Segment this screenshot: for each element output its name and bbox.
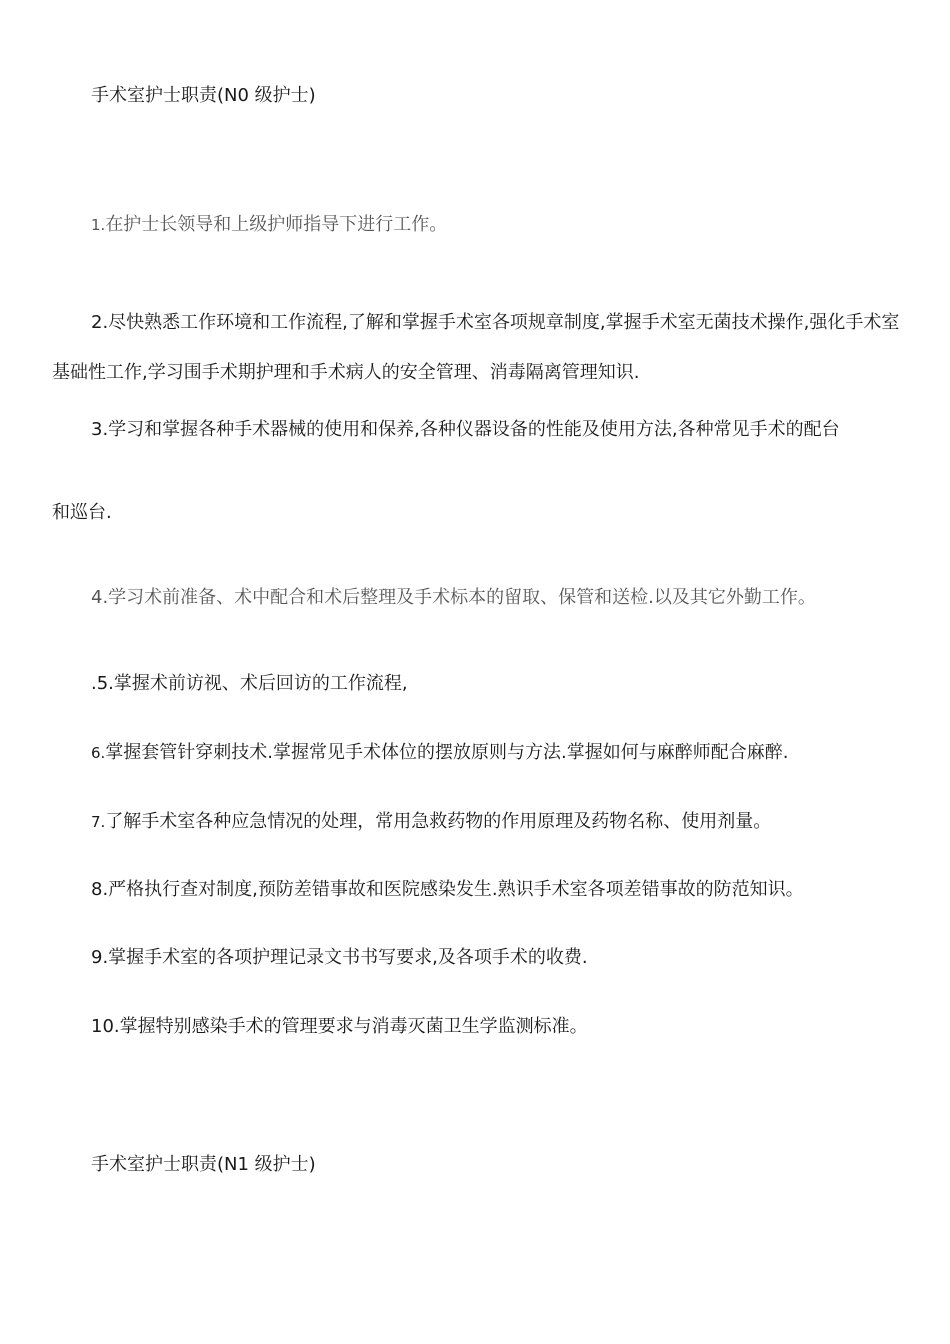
duty-item-1-number: 1.	[91, 216, 106, 234]
duty-item-8: 8.严格执行查对制度,预防差错事故和医院感染发生.熟识手术室各项差错事故的防范知识。	[91, 879, 804, 900]
duty-item-10: 10.掌握特别感染手术的管理要求与消毒灭菌卫生学监测标准。	[91, 1016, 588, 1037]
duty-item-3-line-1: 3.学习和掌握各种手术器械的使用和保养,各种仪器设备的性能及使用方法,各种常见手术的配台	[91, 419, 840, 440]
duty-item-9: 9.掌握手术室的各项护理记录文书书写要求,及各项手术的收费.	[91, 947, 588, 968]
duty-item-6-number: 6.	[91, 744, 106, 762]
duty-item-3-line-2: 和巡台.	[52, 502, 112, 523]
duty-item-1	[91, 213, 447, 237]
duty-item-7-number: 7.	[91, 813, 106, 831]
duty-item-6	[91, 741, 788, 765]
section-heading-n0: 手术室护士职责(N0 级护士)	[91, 85, 316, 106]
duty-item-5: .5.掌握术前访视、术后回访的工作流程,	[91, 673, 408, 694]
duty-item-7-text: 了解手术室各种应急情况的处理，常用急救药物的作用原理及药物名称、使用剂量。	[105, 811, 772, 832]
section-heading-n1: 手术室护士职责(N1 级护士)	[91, 1154, 316, 1175]
duty-item-4: 4.学习术前准备、术中配合和术后整理及手术标本的留取、保管和送检.以及其它外勤工作。	[91, 587, 816, 608]
duty-item-2: 2.尽快熟悉工作环境和工作流程,了解和掌握手术室各项规章制度,掌握手术室无菌技术操作,强化手术室基础性工作,学习围手术期护理和手术病人的安全管理、消毒隔离管理知识.	[52, 312, 900, 383]
duty-item-7	[91, 810, 771, 834]
duty-item-1-text: 在护士长领导和上级护师指导下进行工作。	[105, 214, 448, 235]
duty-item-6-text: 掌握套管针穿刺技术.掌握常见手术体位的摆放原则与方法.掌握如何与麻醉师配合麻醉.	[105, 742, 789, 763]
